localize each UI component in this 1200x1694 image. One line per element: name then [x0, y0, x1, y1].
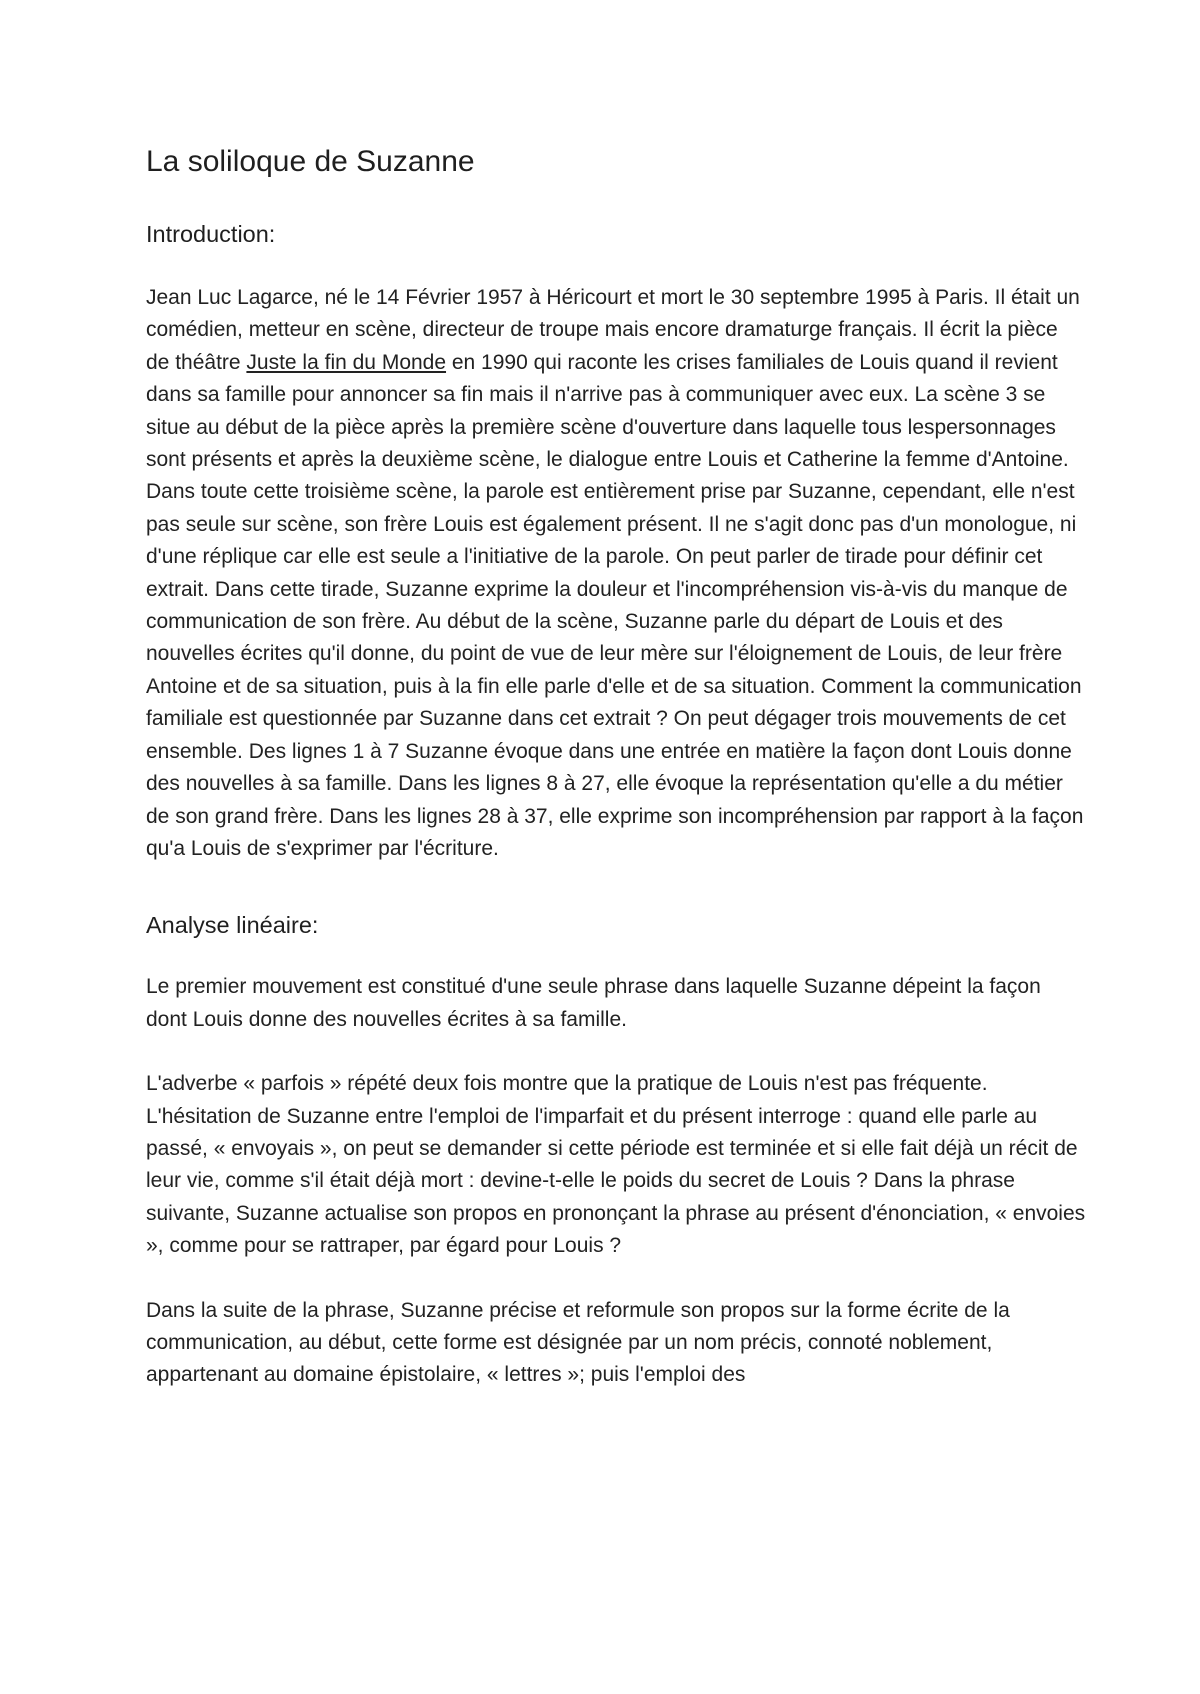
- work-title-underlined: Juste la fin du Monde: [246, 350, 447, 374]
- analysis-paragraph: L'adverbe « parfois » répété deux fois montre que la pratique de Louis n'est pas fréquente. L'hésitation de Suzanne entre l'emploi de l'imparfait et du présent interroge : quand elle parle au passé, « envoyais », on peut se demander si cette période est terminée et si elle fait déjà un récit de leur vie, comme s'il était déjà mort : devine-t-elle le poids du secret de Louis ? Dans la phrase suivante, Suzanne actualise son propos en prononçant la phrase au présent d'énonciation, « envoies », comme pour se rattraper, par égard pour Louis ?: [146, 1072, 1086, 1258]
- analysis-paragraph: Dans la suite de la phrase, Suzanne précise et reformule son propos sur la forme écrite de la communication, au début, cette forme est désignée par un nom précis, connoté noblement, appartenant au domaine épistolaire, « lettres »; puis l'emploi des: [146, 1298, 1010, 1387]
- introduction-text-before: Jean Luc Lagarce, né le 14 Février 1957 à Héricourt et mort le 30 septembre 1995 à Paris. Il était un comédien, metteur en scène, directeur de troupe mais encore dramaturge français. Il écrit la pièce de théâtre: [146, 286, 1080, 374]
- analysis-paragraph: Le premier mouvement est constitué d'une seule phrase dans laquelle Suzanne dépeint la façon dont Louis donne des nouvelles écrites à sa famille.: [146, 975, 1041, 1031]
- document-body: [146, 140, 1086, 1392]
- introduction-text-after: en 1990 qui raconte les crises familiales de Louis quand il revient dans sa famille pour annoncer sa fin mais il n'arrive pas à communiquer avec eux. La scène 3 se situe au début de la pièce après la première scène d'ouverture dans laquelle tous lespersonnages sont présents et après la deuxième scène, le dialogue entre Louis et Catherine la femme d'Antoine. Dans toute cette troisième scène, la parole est entièrement prise par Suzanne, cependant, elle n'est pas seule sur scène, son frère Louis est également présent. Il ne s'agit donc pas d'un monologue, ni d'une réplique car elle est seule a l'initiative de la parole. On peut parler de tirade pour définir cet extrait. Dans cette tirade, Suzanne exprime la douleur et l'incompréhension vis-à-vis du manque de communication de son frère. Au début de la scène, Suzanne parle du départ de Louis et des nouvelles écrites qu'il donne, du point de vue de leur mère sur l'éloignement de Louis, de leur frère Antoine et de sa situation, puis à la fin elle parle d'elle et de sa situation. Comment la communication familiale est questionnée par Suzanne dans cet extrait ? On peut dégager trois mouvements de cet ensemble. Des lignes 1 à 7 Suzanne évoque dans une entrée en matière la façon dont Louis donne des nouvelles à sa famille. Dans les lignes 8 à 27, elle évoque la représentation qu'elle a du métier de son grand frère. Dans les lignes 28 à 37, elle exprime son incompréhension par rapport à la façon qu'a Louis de s'exprimer par l'écriture.: [146, 350, 1084, 860]
- introduction-paragraph: [146, 282, 1086, 865]
- section-heading-analyse-lineaire: Analyse linéaire:: [146, 912, 319, 939]
- section-heading-introduction: Introduction:: [146, 221, 276, 247]
- document-title: La soliloque de Suzanne: [146, 145, 475, 178]
